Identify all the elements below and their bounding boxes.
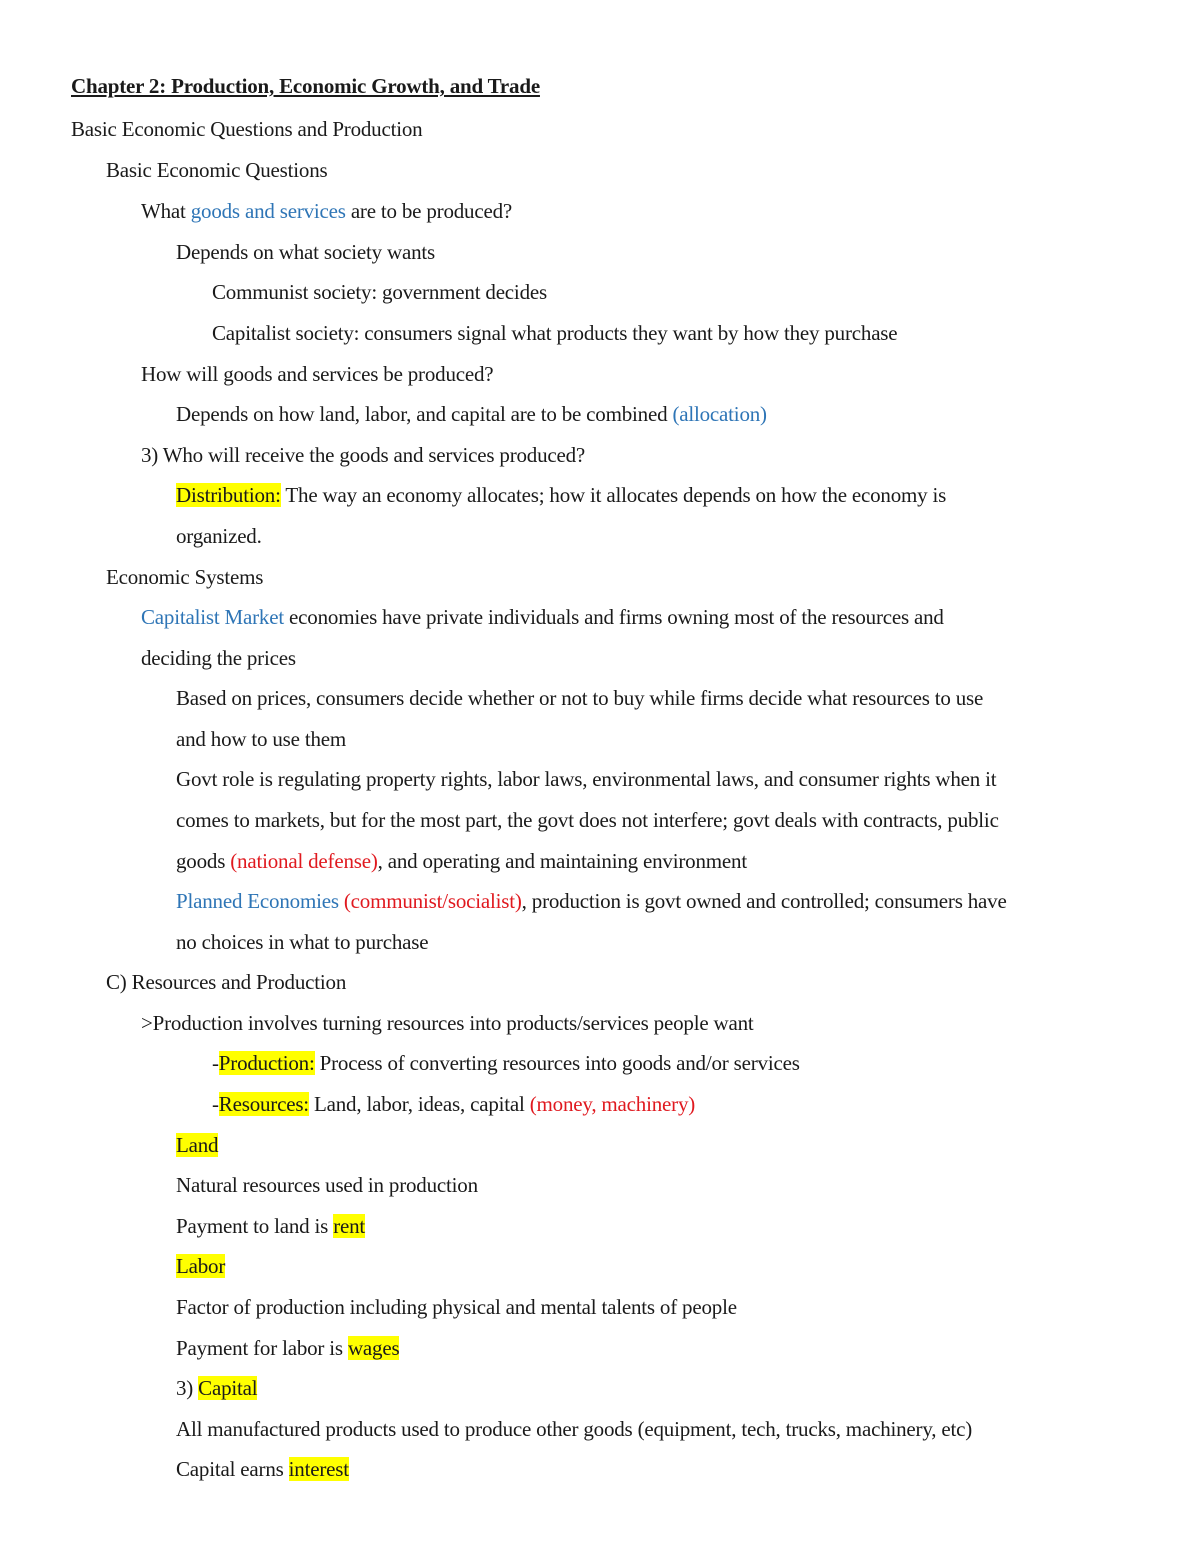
highlighted-term: Distribution: xyxy=(176,483,281,507)
outline-item: Communist society: government decides xyxy=(212,280,547,304)
highlighted-term: rent xyxy=(333,1214,366,1238)
outline-item: no choices in what to purchase xyxy=(176,930,429,954)
outline-item: Based on prices, consumers decide whether or not to buy while firms decide what resources to use xyxy=(176,686,984,710)
outline-item: Depends on how land, labor, and capital are to be combined (allocation) xyxy=(176,402,767,426)
outline-item: deciding the prices xyxy=(141,646,296,670)
outline-item: Capitalist society: consumers signal what products they want by how they purchase xyxy=(212,321,898,345)
outline-item: goods (national defense), and operating and maintaining environment xyxy=(176,849,747,873)
outline-item: Factor of production including physical and mental talents of people xyxy=(176,1295,737,1319)
chapter-title: Chapter 2: Production, Economic Growth, and Trade xyxy=(71,74,540,98)
section-heading: Basic Economic Questions and Production xyxy=(71,117,423,141)
term-capitalist-market: Capitalist Market xyxy=(141,605,284,629)
outline-item: Payment to land is rent xyxy=(176,1214,366,1238)
subsection-heading: Economic Systems xyxy=(106,565,264,589)
highlighted-term: wages xyxy=(347,1336,400,1360)
term-allocation: (allocation) xyxy=(672,402,767,426)
highlighted-term: interest xyxy=(288,1457,349,1481)
outline-item: Natural resources used in production xyxy=(176,1173,478,1197)
outline-item: >Production involves turning resources into products/services people want xyxy=(141,1011,754,1035)
outline-item: Distribution: The way an economy allocates; how it allocates depends on how the economy is xyxy=(176,483,947,507)
outline-item: Planned Economies (communist/socialist), production is govt owned and controlled; consumers have xyxy=(176,889,1007,913)
outline-item: -Production: Process of converting resources into goods and/or services xyxy=(212,1051,800,1075)
note-national-defense: (national defense) xyxy=(230,849,378,873)
term-goods-and-services: goods and services xyxy=(190,199,346,223)
highlighted-term: Capital xyxy=(198,1376,258,1400)
outline-item: 3) Capital xyxy=(176,1376,258,1400)
term-planned-economies: Planned Economies xyxy=(176,889,339,913)
subsection-heading: C) Resources and Production xyxy=(106,970,347,994)
outline-item: Capital earns interest xyxy=(176,1457,349,1481)
outline-item: Depends on what society wants xyxy=(176,240,435,264)
outline-item: -Resources: Land, labor, ideas, capital (money, machinery) xyxy=(212,1092,696,1116)
outline-item: comes to markets, but for the most part, the govt does not interfere; govt deals with contracts, public xyxy=(176,808,999,832)
outline-item: Govt role is regulating property rights, labor laws, environmental laws, and consumer rights when it xyxy=(176,767,997,791)
highlighted-term: Resources: xyxy=(218,1092,309,1116)
highlighted-term: Production: xyxy=(218,1051,315,1075)
outline-item: Capitalist Market economies have private individuals and firms owning most of the resources and xyxy=(141,605,944,629)
note-money-machinery: (money, machinery) xyxy=(529,1092,696,1116)
outline-item: organized. xyxy=(176,524,262,548)
highlighted-term: Labor xyxy=(176,1254,226,1278)
outline-item xyxy=(176,1252,225,1280)
outline-item: and how to use them xyxy=(176,727,347,751)
outline-item: What goods and services are to be produced? xyxy=(141,199,513,223)
outline-item: Payment for labor is wages xyxy=(176,1336,400,1360)
outline-item xyxy=(176,1131,218,1159)
outline-item: How will goods and services be produced? xyxy=(141,362,494,386)
outline-item: 3) Who will receive the goods and services produced? xyxy=(141,443,586,467)
subsection-heading: Basic Economic Questions xyxy=(106,158,328,182)
highlighted-term: Land xyxy=(176,1133,219,1157)
note-communist-socialist: (communist/socialist) xyxy=(343,889,522,913)
outline-item: All manufactured products used to produce other goods (equipment, tech, trucks, machinery, etc) xyxy=(176,1417,973,1441)
